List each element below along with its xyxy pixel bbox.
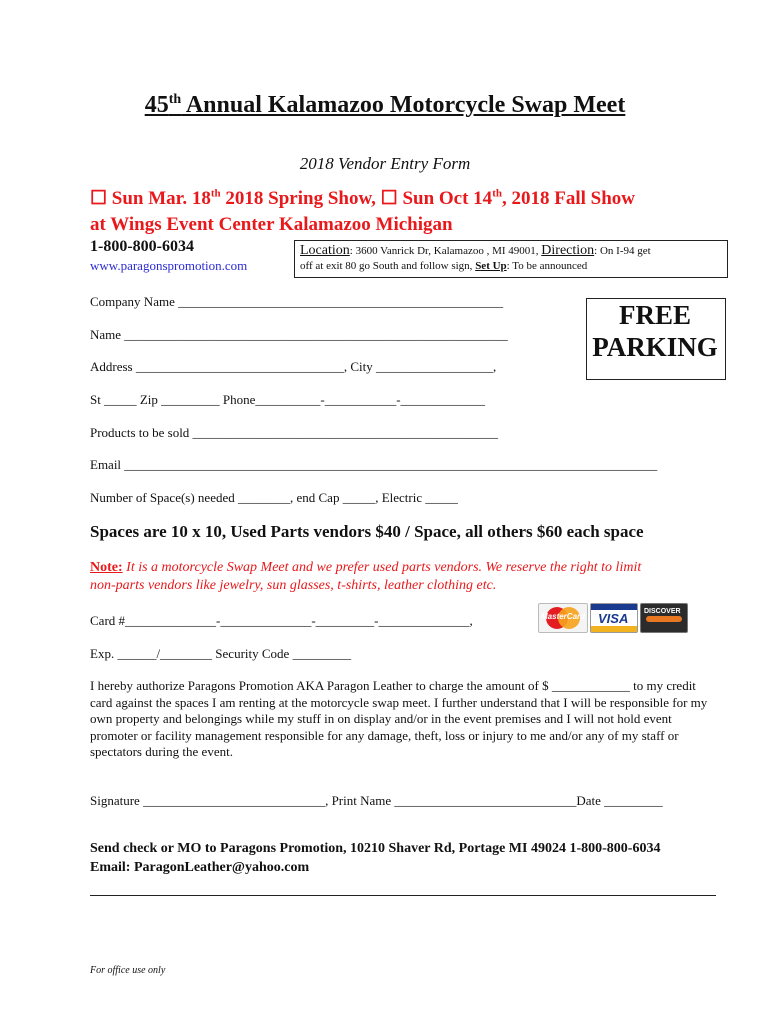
spring-show-checkbox[interactable]: ☐	[90, 188, 108, 209]
authorization-paragraph: I hereby authorize Paragons Promotion AKA Paragon Leather to charge the amount of $ ____________ to my credit card against the spaces I am renting at the motorcycle swap meet. I further understand that I will be responsible for my own property and belongings while my stuff in on display and/or in the event premises and I will not hold event promoter or facility management responsible for any damage, theft, loss or injury to me and/or any of my staff or spectators during the event.	[90, 678, 708, 759]
card-number-field[interactable]: Card #______________-______________-_________-______________,	[90, 613, 473, 628]
visa-logo: VISA	[590, 603, 638, 633]
location-line-2: off at exit 80 go South and follow sign, Set Up: To be announced	[300, 260, 588, 272]
address-field[interactable]: Address ________________________________, City __________________,	[90, 359, 497, 374]
products-field[interactable]: Products to be sold _______________________________________________	[90, 425, 499, 440]
venue-line: at Wings Event Center Kalamazoo Michigan	[90, 214, 453, 235]
location-line-1: Location: 3600 Vanrick Dr, Kalamazoo , MI 49001, Direction: On I-94 get	[300, 243, 651, 258]
office-use-label: For office use only	[90, 965, 166, 976]
send-payment-instructions: Send check or MO to Paragons Promotion, 10210 Shaver Rd, Portage MI 49024 1-800-800-6034	[90, 841, 661, 856]
note-line-2: non-parts vendors like jewelry, sun glasses, t-shirts, leather clothing etc.	[90, 578, 497, 593]
form-subtitle: 2018 Vendor Entry Form	[299, 154, 471, 173]
contact-email: Email: ParagonLeather@yahoo.com	[90, 860, 310, 875]
free-parking-line-1: FREE	[618, 300, 691, 330]
website-link[interactable]: www.paragonspromotion.com	[90, 258, 248, 273]
show-dates: ☐ Sun Mar. 18th 2018 Spring Show, ☐ Sun Oct 14th, 2018 Fall Show	[90, 187, 635, 209]
expiry-security-field[interactable]: Exp. ______/________ Security Code _________	[90, 646, 352, 661]
discover-logo: DISCOVER	[640, 603, 688, 633]
fall-show-checkbox[interactable]: ☐	[380, 188, 398, 209]
state-zip-phone-field[interactable]: St _____ Zip _________ Phone__________-___________-_____________	[90, 392, 486, 407]
signature-line[interactable]: Signature ____________________________, Print Name ____________________________Date _________	[90, 793, 663, 808]
mastercard-logo: MasterCard	[538, 603, 588, 633]
spaces-pricing: Spaces are 10 x 10, Used Parts vendors $40 / Space, all others $60 each space	[90, 522, 644, 541]
page-title: 45th Annual Kalamazoo Motorcycle Swap Meet	[144, 92, 626, 118]
free-parking-line-2: PARKING	[592, 332, 718, 362]
name-field[interactable]: Name ___________________________________________________________	[90, 327, 508, 342]
company-name-field[interactable]: Company Name __________________________________________________	[90, 294, 504, 309]
spaces-needed-field[interactable]: Number of Space(s) needed ________, end Cap _____, Electric _____	[90, 490, 458, 505]
email-field[interactable]: Email __________________________________________________________________________________	[90, 457, 658, 472]
divider-line	[90, 895, 716, 896]
note-line-1: Note: It is a motorcycle Swap Meet and we prefer used parts vendors. We reserve the right to limit	[90, 560, 642, 575]
phone-number: 1-800-800-6034	[90, 238, 194, 255]
